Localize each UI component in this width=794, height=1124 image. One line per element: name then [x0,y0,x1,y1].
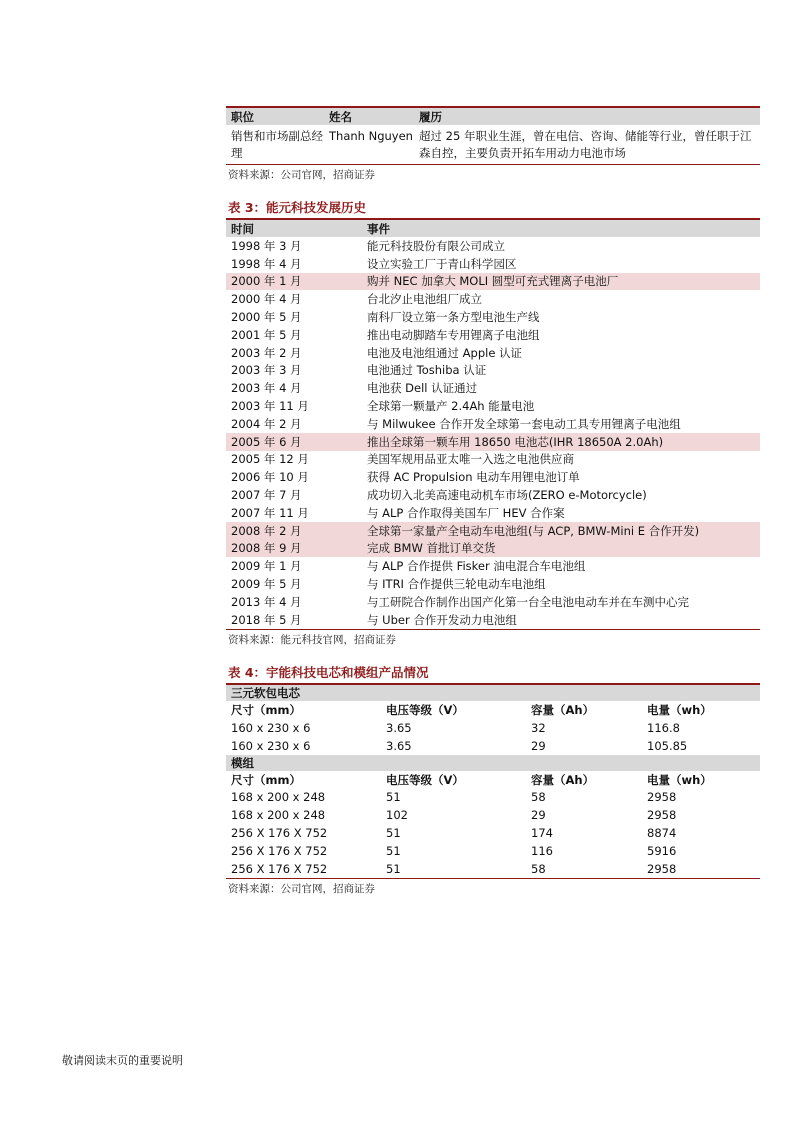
table4-cell: 2958 [647,861,677,876]
table4-header-cell: 电压等级（V） [386,772,464,787]
table3-cell-time: 1998 年 4 月 [231,256,302,271]
table4-title: 表 4：宇能科技电芯和模组产品情况 [228,665,429,680]
table4-cell: 116 [531,843,553,858]
table3-cell-time: 2003 年 2 月 [231,345,302,360]
table4-cell: 51 [386,861,401,876]
table3-row [226,593,760,611]
table3-body [226,237,760,629]
table3-cell-time: 2000 年 1 月 [226,273,362,291]
table3-row [226,344,760,362]
table3-block [226,198,760,647]
table3-cell-event: 成功切入北美高速电动机车市场(ZERO e-Motorcycle) [367,488,647,503]
team-table-block [226,106,760,182]
team-cell-title: 销售和市场副总经理 [231,129,323,160]
page-footer: 敬请阅读末页的重要说明 [62,1054,183,1067]
table3-cell-event: 美国军规用品亚太唯一入选之电池供应商 [367,452,574,467]
table4-cell: 256 X 176 X 752 [231,861,328,876]
table3-row [226,397,760,415]
table4-cell: 3.65 [386,720,412,735]
table4-header-cell: 电量（wh） [647,772,712,787]
table3-cell-time: 2007 年 11 月 [231,505,309,520]
table4-cell: 29 [531,808,546,823]
table3-cell-event: 全球第一家量产全电动车电池组(与 ACP, BMW-Mini E 合作开发) [362,522,760,540]
table3-row [226,362,760,380]
table4-cell: 174 [531,826,553,841]
table4-cell: 116.8 [647,720,680,735]
table4-cell: 51 [386,790,401,805]
table4-cell: 58 [531,861,546,876]
table3-row [226,415,760,433]
table4-cell: 58 [531,790,546,805]
table3-cell-event: 完成 BMW 首批订单交货 [362,540,760,558]
table3-cell-time: 2006 年 10 月 [231,470,309,485]
table3-cell-time: 2000 年 5 月 [231,310,302,325]
table4-row [226,719,760,737]
table3-cell-event: 与 ITRI 合作提供三轮电动车电池组 [367,577,546,592]
table4 [226,683,760,879]
table4-cell: 32 [531,720,546,735]
team-cell-bio: 超过 25 年职业生涯，曾在电信、咨询、储能等行业，曾任职于江森自控，主要负责开拓车用动力电池市场 [419,129,752,160]
team-cell-name: Thanh Nguyen [329,129,413,143]
table4-header-row [226,771,760,789]
table3-cell-time: 2008 年 9 月 [226,540,362,558]
table3-cell-event: 设立实验工厂于青山科学园区 [367,256,517,271]
table3-cell-time: 2008 年 2 月 [226,522,362,540]
table3-row [226,522,760,540]
table3-row [226,237,760,255]
team-header-name: 姓名 [324,107,414,125]
table4-section-row [226,755,760,771]
table4-section-row [226,684,760,701]
table3-row [226,326,760,344]
table3-cell-time: 2009 年 5 月 [231,577,302,592]
table4-row [226,789,760,807]
table4-cell: 2958 [647,790,677,805]
table4-body [226,684,760,878]
table3-row [226,379,760,397]
table3-cell-time: 2007 年 7 月 [231,488,302,503]
table3-row [226,504,760,522]
table4-block [226,663,760,896]
table3-row [226,486,760,504]
table3-cell-event: 电池及电池组通过 Apple 认证 [367,345,523,360]
table3-row [226,255,760,273]
table4-cell: 160 x 230 x 6 [231,720,311,735]
table3-cell-time: 2005 年 6 月 [226,433,362,451]
table4-cell: 105.85 [647,738,688,753]
table4-cell: 168 x 200 x 248 [231,808,326,823]
table4-cell: 51 [386,843,401,858]
table4-row [226,860,760,878]
table3 [226,218,760,630]
table3-cell-time: 2013 年 4 月 [231,594,302,609]
table4-cell: 3.65 [386,738,412,753]
table3-cell-time: 1998 年 3 月 [231,238,302,253]
table4-section-label: 三元软包电芯 [226,684,760,701]
table4-source: 资料来源：公司官网，招商证券 [228,882,375,895]
table3-row [226,557,760,575]
table3-cell-time: 2003 年 11 月 [231,399,309,414]
table4-row [226,824,760,842]
table4-row [226,842,760,860]
table3-row [226,611,760,629]
team-table [226,106,760,165]
team-source: 资料来源：公司官网，招商证券 [228,169,375,181]
table4-cell: 160 x 230 x 6 [231,738,311,753]
table3-cell-event: 与 Milwukee 合作开发全球第一套电动工具专用锂离子电池组 [367,416,681,431]
table3-header-event: 事件 [362,219,760,237]
table3-cell-time: 2005 年 12 月 [231,452,309,467]
table3-cell-event: 全球第一颗量产 2.4Ah 能量电池 [367,399,535,414]
table3-row [226,290,760,308]
table3-header-time: 时间 [226,219,362,237]
table4-header-cell: 容量（Ah） [531,703,595,717]
table3-cell-time: 2000 年 4 月 [231,292,302,307]
table4-row [226,737,760,755]
table4-cell: 8874 [647,826,677,841]
table3-cell-time: 2009 年 1 月 [231,559,302,574]
table4-cell: 2958 [647,808,677,823]
table4-header-cell: 容量（Ah） [531,772,595,787]
table3-row [226,308,760,326]
table3-cell-time: 2004 年 2 月 [231,416,302,431]
team-row [226,125,760,165]
table3-source: 资料来源：能元科技官网，招商证券 [228,633,396,646]
table4-header-cell: 电量（wh） [647,703,712,717]
table4-cell: 102 [386,808,408,823]
table4-row [226,806,760,824]
table4-section-label: 模组 [226,755,760,771]
table3-cell-event: 购并 NEC 加拿大 MOLI 圆型可充式锂离子电池厂 [362,273,760,291]
table3-cell-time: 2001 年 5 月 [231,327,302,342]
table3-cell-event: 能元科技股份有限公司成立 [367,238,505,253]
table3-cell-time: 2003 年 4 月 [231,381,302,396]
table3-cell-time: 2003 年 3 月 [231,363,302,378]
table3-cell-event: 与 ALP 合作提供 Fisker 油电混合车电池组 [367,559,586,574]
table3-cell-event: 与 Uber 合作开发动力电池组 [367,612,517,627]
table4-cell: 168 x 200 x 248 [231,790,326,805]
table4-cell: 256 X 176 X 752 [231,843,328,858]
table3-row [226,540,760,558]
table3-cell-event: 推出全球第一颗车用 18650 电池芯(IHR 18650A 2.0Ah) [362,433,760,451]
table3-row [226,468,760,486]
table4-header-cell: 电压等级（V） [386,703,464,717]
table3-cell-event: 获得 AC Propulsion 电动车用锂电池订单 [367,470,580,485]
table4-header-row [226,701,760,719]
team-header-bio: 履历 [414,107,760,125]
table3-cell-event: 与 ALP 合作取得美国车厂 HEV 合作案 [367,505,565,520]
table4-header-cell: 尺寸（mm） [231,772,301,787]
table3-row [226,451,760,469]
table4-cell: 29 [531,738,546,753]
table3-cell-event: 与工研院合作制作出国产化第一台全电池电动车并在车测中心完 [367,594,689,609]
table3-cell-time: 2018 年 5 月 [231,612,302,627]
table3-cell-event: 电池通过 Toshiba 认证 [367,363,487,378]
table3-cell-event: 台北汐止电池组厂成立 [367,292,482,307]
table4-cell: 5916 [647,843,677,858]
table4-cell: 256 X 176 X 752 [231,826,328,841]
table3-row [226,575,760,593]
table3-cell-event: 推出电动脚踏车专用锂离子电池组 [367,327,540,342]
table3-row [226,433,760,451]
table4-header-cell: 尺寸（mm） [231,703,301,717]
table3-cell-event: 电池获 Dell 认证通过 [367,381,478,396]
team-header-title: 职位 [226,107,324,125]
table3-row [226,273,760,291]
table4-cell: 51 [386,826,401,841]
table3-title: 表 3：能元科技发展历史 [228,200,367,215]
table3-cell-event: 南科厂设立第一条方型电池生产线 [367,310,540,325]
